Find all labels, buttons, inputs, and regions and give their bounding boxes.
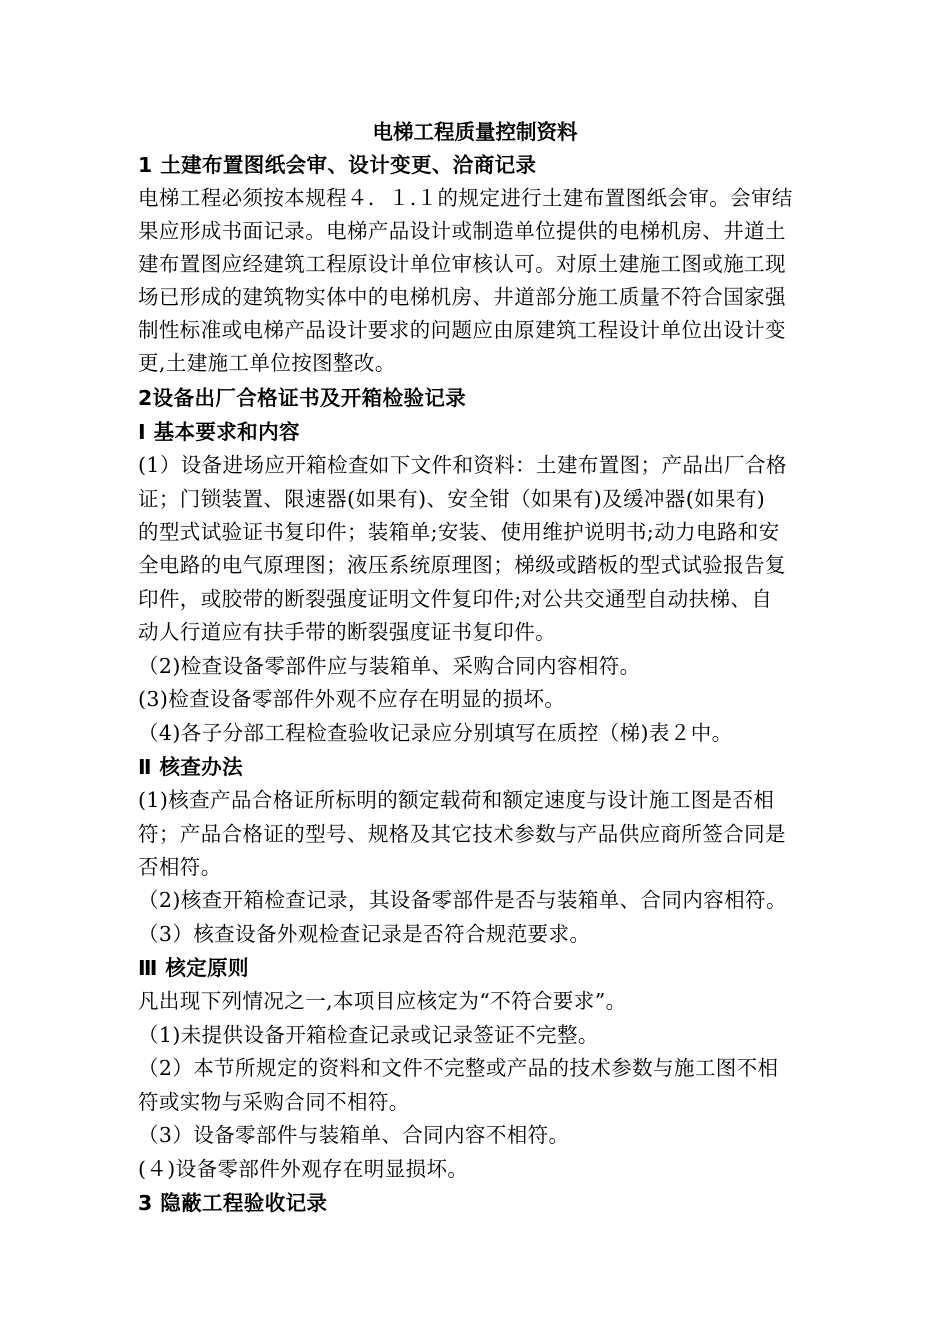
- section-heading: 1 土建布置图纸会审、设计变更、洽商记录: [138, 153, 537, 177]
- paragraph-line: 场已形成的建筑物实体中的电梯机房、井道部分施工质量不符合国家强: [138, 285, 786, 309]
- section-heading: 3 隐蔽工程验收记录: [138, 1191, 328, 1215]
- paragraph-line: 全电路的电气原理图；液压系统原理图；梯级或踏板的型式试验报告复: [138, 553, 786, 577]
- section-heading: Ⅲ 核定原则: [138, 956, 249, 980]
- document-title: 电梯工程质量控制资料: [372, 120, 578, 144]
- paragraph-line: （2）本节所规定的资料和文件不完整或产品的技术参数与施工图不相: [138, 1056, 779, 1080]
- paragraph-line: 电梯工程必须按本规程４．１.１的规定进行土建布置图纸会审。会审结: [138, 186, 793, 210]
- paragraph-line: (1)核查产品合格证所标明的额定载荷和额定速度与设计施工图是否相: [138, 788, 775, 812]
- paragraph-line: （3）核查设备外观检查记录是否符合规范要求。: [138, 922, 591, 946]
- paragraph-line: 更,土建施工单位按图整改。: [138, 351, 396, 375]
- paragraph-line: 符；产品合格证的型号、规格及其它技术参数与产品供应商所签合同是: [138, 822, 786, 846]
- paragraph-line: 凡出现下列情况之一,本项目应核定为“不符合要求”。: [138, 989, 627, 1013]
- paragraph-line: 果应形成书面记录。电梯产品设计或制造单位提供的电梯机房、井道土: [138, 219, 786, 243]
- paragraph-line: 的型式试验证书复印件；装箱单;安装、使用维护说明书;动力电路和安: [138, 520, 780, 544]
- paragraph-line: （2)检查设备零部件应与装箱单、采购合同内容相符。: [138, 654, 641, 678]
- paragraph-line: 否相符。: [138, 855, 222, 879]
- section-heading: 2设备出厂合格证书及开箱检验记录: [138, 386, 467, 410]
- paragraph-line: (3)检查设备零部件外观不应存在明显的损坏。: [138, 687, 566, 711]
- paragraph-line: 证；门锁装置、限速器(如果有)、安全钳（如果有)及缓冲器(如果有): [138, 487, 766, 511]
- paragraph-line: 建布置图应经建筑工程原设计单位审核认可。对原土建施工图或施工现: [138, 252, 786, 276]
- paragraph-line: 动人行道应有扶手带的断裂强度证书复印件。: [138, 620, 556, 644]
- paragraph-line: (1）设备进场应开箱检查如下文件和资料：土建布置图；产品出厂合格: [138, 453, 787, 477]
- paragraph-line: （3）设备零部件与装箱单、合同内容不相符。: [138, 1123, 570, 1147]
- paragraph-line: （2)核查开箱检查记录，其设备零部件是否与装箱单、合同内容相符。: [138, 888, 787, 912]
- paragraph-line: (４)设备零部件外观存在明显损坏。: [138, 1157, 469, 1181]
- section-heading: Ⅱ 核查办法: [138, 755, 244, 779]
- paragraph-line: （1)未提供设备开箱检查记录或记录签证不完整。: [138, 1023, 599, 1047]
- paragraph-line: 印件，或胶带的断裂强度证明文件复印件;对公共交通型自动扶梯、自: [138, 587, 773, 611]
- paragraph-line: （4)各子分部工程检查验收记录应分别填写在质控（梯)表２中。: [138, 721, 733, 745]
- section-heading: Ⅰ 基本要求和内容: [138, 420, 300, 444]
- paragraph-line: 制性标准或电梯产品设计要求的问题应由原建筑工程设计单位出设计变: [138, 318, 786, 342]
- paragraph-line: 符或实物与采购合同不相符。: [138, 1090, 410, 1114]
